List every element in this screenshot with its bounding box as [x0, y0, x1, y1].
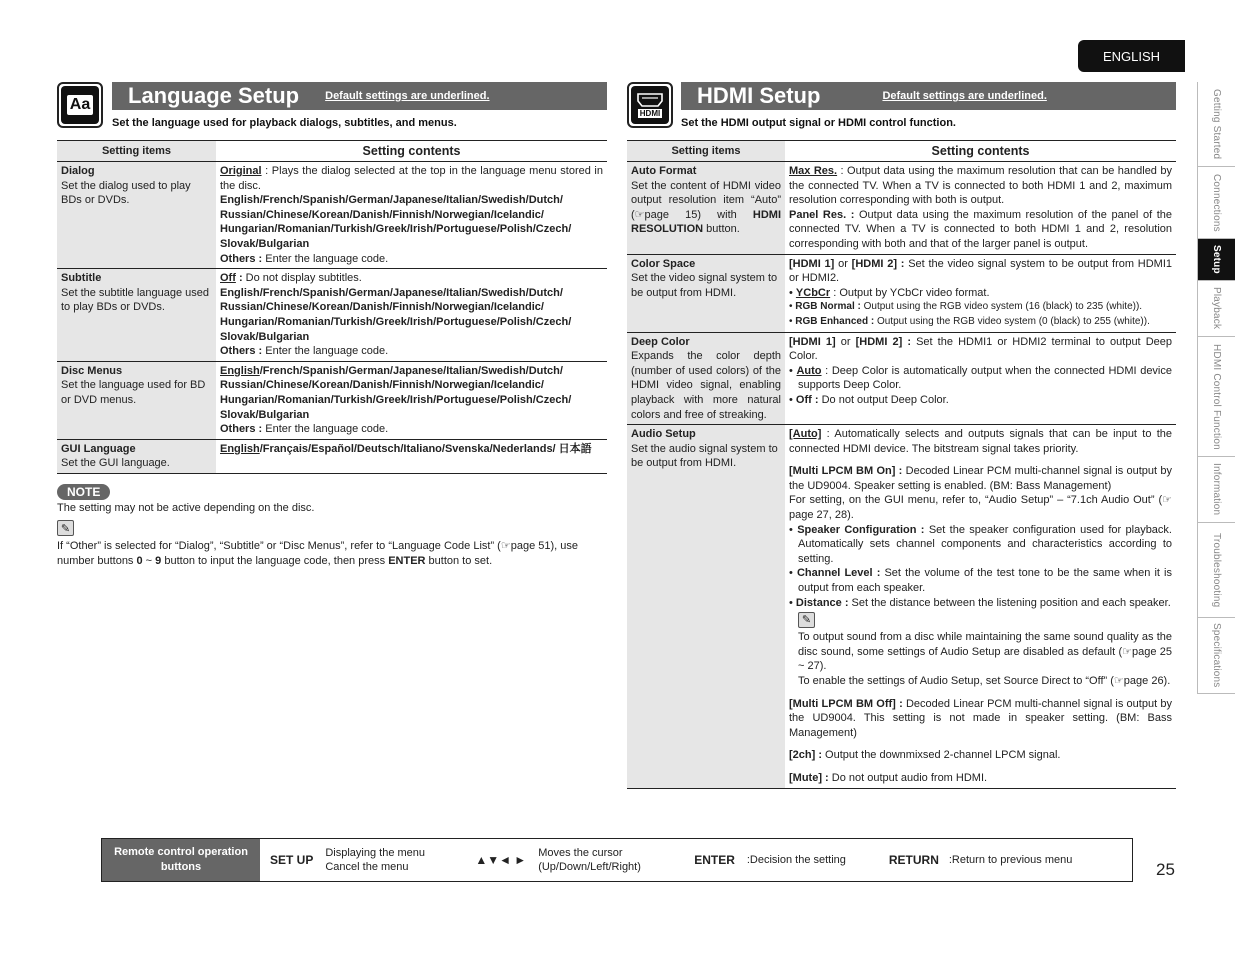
- note-text: The setting may not be active depending on the disc.: [57, 502, 315, 514]
- option-name: Panel Res. :: [789, 208, 855, 221]
- option-text: Decoded Linear PCM multi-channel signal is output by the UD9004. Speaker setting is enabled. (BM: Bass Management): [789, 465, 1172, 492]
- item-name: Disc Menus: [61, 364, 123, 377]
- hand-point-icon: ☞: [1113, 675, 1124, 687]
- tip-part: button to input the language code, then press: [161, 555, 389, 567]
- option-text: : Deep Color is automatically output when the connected HDMI device supports Deep Color.: [798, 364, 1172, 392]
- option-name: Off :: [795, 393, 819, 406]
- setup-key: SET UP: [270, 853, 314, 867]
- note-label: NOTE: [57, 484, 110, 500]
- option-name: Original: [220, 165, 262, 177]
- table-header: [57, 141, 607, 162]
- tip-key: 9: [155, 555, 162, 567]
- side-item-label: Connections: [1211, 173, 1222, 232]
- option-text: Enter the language code.: [262, 345, 389, 358]
- option-text: Set the distance between the listening position and each speaker.: [848, 596, 1171, 609]
- option-text: Set the speaker configuration used for playback. Automatically sets channel components and characteristics according to setting.: [798, 523, 1172, 565]
- side-item-troubleshooting[interactable]: [1198, 523, 1235, 618]
- option-name: Speaker Configuration :: [797, 523, 925, 536]
- option-text: Enter the language code.: [262, 423, 389, 436]
- hdmi-table: [627, 140, 1176, 789]
- tip-part: ~: [142, 555, 156, 567]
- hand-point-icon: ☞: [500, 540, 511, 552]
- item-desc: page 15) with: [644, 208, 753, 221]
- option-name: Channel Level :: [796, 567, 881, 580]
- item-desc: Set the GUI language.: [61, 457, 170, 470]
- option-text: For setting, on the GUI menu, refer to, “Audio Setup” – “7.1ch Audio Out” (: [789, 494, 1163, 507]
- item-desc: Set the video signal system to be output from HDMI.: [631, 272, 778, 299]
- desc-line: Cancel the menu: [325, 861, 409, 873]
- item-name: Deep Color: [631, 335, 690, 348]
- return-key: RETURN: [888, 853, 939, 867]
- option-text: Output using the RGB video system (16 (black) to 235 (white)).: [860, 301, 1143, 313]
- option-name: Others :: [220, 423, 263, 436]
- option-name: [HDMI 1]: [789, 257, 835, 270]
- option-text: or: [834, 257, 852, 270]
- side-item-setup[interactable]: [1198, 239, 1235, 281]
- option-name: Distance :: [795, 596, 849, 609]
- section-subtitle: Set the HDMI output signal or HDMI control function.: [681, 117, 956, 129]
- side-nav: [1197, 82, 1235, 694]
- return-desc: :Return to previous menu: [948, 854, 1073, 866]
- option-name: [HDMI 2] :: [855, 335, 911, 348]
- tip-text: To enable the settings of Audio Setup, set Source Direct to “Off” (: [798, 675, 1114, 687]
- side-item-label: Specifications: [1211, 623, 1222, 688]
- table-row-dialog: [57, 162, 607, 269]
- option-name: Others :: [220, 345, 263, 358]
- default-note: Default settings are underlined.: [882, 90, 1047, 102]
- setup-desc: [325, 846, 475, 874]
- note-badge: [57, 483, 110, 501]
- desc-line: Moves the cursor: [538, 847, 623, 859]
- option-name: [HDMI 1]: [789, 335, 836, 348]
- item-desc-key: HDMI RESOLUTION: [631, 208, 781, 236]
- option-name: RGB Enhanced :: [795, 315, 875, 327]
- page-title: HDMI Setup: [697, 83, 821, 108]
- table-row-deep-color: Deep Color Expands the color depth (number of used colors) of the HDMI video signal, enabling playback with more natural colors and free of streaking. [HDMI 1] or [HDMI 2] : Set the HDMI1 or HDMI2 terminal to output Deep Color. • Auto : Deep Color is automatically output when the connected HDMI device supports Deep Color. • Off : Do not output Deep Color.: [627, 333, 1176, 426]
- pencil-icon: ✎: [798, 612, 815, 628]
- option-text: or: [835, 335, 856, 348]
- table-row-color-space: Color Space Set the video signal system to be output from HDMI. [HDMI 1] or [HDMI 2] : Set the video signal system to be output from HDMI1 or HDMI2. • YCbCr : Output by YCbCr video format. • RGB Normal : Output using the RGB video system (16 (black) to 235 (white)). • RGB Enhanced : Output using the RGB video system (0 (black) to 255 (white)).: [627, 255, 1176, 333]
- side-item-label: Getting Started: [1211, 88, 1222, 160]
- language-list: /Français/Español/Deutsch/Italiano/Svenska/Nederlands/ 日本語: [259, 442, 592, 455]
- option-name: [Auto]: [789, 428, 822, 441]
- option-text: : Output by YCbCr video format.: [830, 286, 990, 299]
- pencil-icon: ✎: [57, 518, 74, 538]
- hdmi-title-bar: [681, 82, 1176, 110]
- side-item-label: HDMI Control Function: [1211, 343, 1222, 450]
- option-text: Do not display subtitles.: [242, 272, 362, 285]
- option-text: Decoded Linear PCM multi-channel signal is output by the UD9004. This setting is not made in speaker setting. (BM: Bass Management): [789, 697, 1172, 739]
- option-name: [Multi LPCM BM On] :: [789, 465, 903, 478]
- remote-control-bar: [101, 838, 1133, 882]
- enter-desc: :Decision the setting: [746, 854, 846, 866]
- option-text: Set the HDMI1 or HDMI2 terminal to output Deep Color.: [789, 335, 1172, 363]
- table-row-audio-setup: Audio Setup Set the audio signal system to be output from HDMI. [Auto] : Automatically selects and outputs signals that can be input to the connected HDMI device. The bitstream signal takes priority. [Multi LPCM BM On] : Decoded Linear PCM multi-channel signal is output by the UD9004. Speaker setting is enabled. (BM: Bass Management) For setting, on the GUI menu, refer to, “Audio Setup” – “7.1ch Audio Out” (☞page 27, 28). • Speaker Configuration : Set the speaker configuration used for playback. Automatically sets channel components and characteristics according to setting. • Channel Level : Set the volume of the test tone to be the same when it is output from each speaker. • Distance : Set the distance between the listening position and each speaker. ✎ To output sound from a disc while maintaining the same sound quality as the disc sound, some settings of Audio Setup are disabled as default (☞page 25 ~ 27). To enable the settings of Audio Setup, set Source Direct to “Off” (☞page 26). [Multi LPCM BM Off] : Decoded Linear PCM multi-channel signal is output by the UD9004. This setting is not made in speaker setting. (BM: Bass Management) [2ch] : Output the downmixsed 2-channel LPCM signal. [Mute] : Do not output audio from HDMI.: [627, 425, 1176, 787]
- option-name: [Mute] :: [789, 771, 829, 784]
- table-row-subtitle: Subtitle Set the subtitle language used to play BDs or DVDs. Off : Do not display subtitles. English/French/Spanish/German/Japanese/Italian/Swedish/Dutch/ Russian/Chinese/Korean/Danish/Finnish/Norwegian/Icelandic/ Hungarian/Romanian/Turkish/Greek/Irish/Portuguese/Polish/Czech/ Slovak/Bulgarian Others : Enter the language code.: [57, 269, 607, 362]
- tip-text: page 25 ~ 27).: [798, 645, 1172, 673]
- item-name: Subtitle: [61, 272, 102, 285]
- hand-point-icon: ☞: [1122, 645, 1132, 658]
- item-desc: Set the subtitle language used to play BDs or DVDs.: [61, 286, 210, 314]
- item-name: GUI Language: [61, 442, 136, 455]
- enter-key: ENTER: [694, 853, 735, 867]
- side-item-connections[interactable]: [1198, 167, 1235, 239]
- hand-point-icon: ☞: [1162, 494, 1172, 507]
- language-list: English/French/Spanish/German/Japanese/Italian/Swedish/Dutch/ Russian/Chinese/Korean/Danish/Finnish/Norwegian/Icelandic/ Hungarian/Romanian/Turkish/Greek/Irish/Portuguese/Polish/Czech/ Slovak/Bulgarian: [220, 194, 572, 250]
- hdmi-icon: [627, 82, 673, 128]
- option-text: : Output data using the maximum resolution that can be handled by the connected TV. When a TV is connected to both HDMI 1 and 2, maximum resolution corresponding with both is output.: [789, 165, 1172, 207]
- option-name: Auto: [796, 364, 822, 377]
- option-text: page 27, 28).: [789, 509, 854, 522]
- item-desc: Set the language used for BD or DVD menus.: [61, 379, 206, 406]
- item-name: Dialog: [61, 165, 95, 177]
- item-name: Audio Setup: [631, 428, 696, 441]
- option-name: RGB Normal :: [795, 301, 861, 313]
- option-name: [HDMI 2] :: [851, 257, 905, 270]
- item-name: Auto Format: [631, 165, 697, 177]
- column-header: Setting contents: [362, 143, 461, 158]
- tip-part: If “Other” is selected for “Dialog”, “Subtitle” or “Disc Menus”, refer to “Language Code List” (: [57, 540, 501, 552]
- language-tab-label: ENGLISH: [1102, 48, 1161, 64]
- section-subtitle: Set the language used for playback dialogs, subtitles, and menus.: [112, 117, 457, 129]
- side-item-specifications[interactable]: [1198, 618, 1235, 694]
- remote-control-label: Remote control operation buttons: [102, 839, 260, 881]
- option-name: Others :: [220, 252, 263, 265]
- option-text: Do not output Deep Color.: [818, 393, 949, 406]
- item-desc: Set the audio signal system to be output from HDMI.: [631, 442, 778, 470]
- language-title-bar: [112, 82, 607, 110]
- tip-key: ENTER: [388, 555, 426, 567]
- page-title: Language Setup: [128, 83, 300, 108]
- column-header: Setting items: [627, 141, 785, 161]
- language-icon: [57, 82, 103, 128]
- tip-part: page 51), use number buttons: [57, 540, 578, 567]
- option-name: [Multi LPCM BM Off] :: [789, 697, 903, 710]
- item-desc: button.: [703, 223, 740, 236]
- language-list: /French/Spanish/German/Japanese/Italian/Swedish/Dutch/ Russian/Chinese/Korean/Danish/Finnish/Norwegian/Icelandic/ Hungarian/Romanian/Turkish/Greek/Irish/Portuguese/Polish/Czech/ Slovak/Bulgarian: [220, 364, 572, 421]
- tip-text: page 26).: [1123, 675, 1171, 687]
- tip-key: 0: [136, 555, 143, 567]
- option-text: Output using the RGB video system (0 (black) to 255 (white)).: [874, 315, 1150, 327]
- side-item-information[interactable]: [1198, 457, 1235, 523]
- option-name: [2ch] :: [789, 749, 822, 762]
- option-text: : Automatically selects and outputs signals that can be input to the connected HDMI device. The bitstream signal takes priority.: [789, 428, 1172, 455]
- page-number: 25: [1156, 860, 1175, 879]
- desc-line: (Up/Down/Left/Right): [538, 861, 641, 873]
- option-text: Output the downmixsed 2-channel LPCM signal.: [822, 749, 1061, 762]
- option-text: : Plays the dialog selected at the top in the language menu stored in the disc.: [220, 165, 603, 192]
- language-icon-text: Aa: [67, 95, 93, 115]
- side-item-playback[interactable]: [1198, 281, 1235, 337]
- language-list: English/French/Spanish/German/Japanese/Italian/Swedish/Dutch/ Russian/Chinese/Korean/Danish/Finnish/Norwegian/Icelandic/ Hungarian/Romanian/Turkish/Greek/Irish/Portuguese/Polish/Czech/ Slovak/Bulgarian: [220, 286, 572, 343]
- hand-point-icon: ☞: [634, 208, 645, 221]
- tip-part: button to set.: [425, 555, 493, 567]
- item-desc: Expands the color depth (number of used colors) of the HDMI video signal, enabling playback with more natural colors and free of streaking.: [631, 350, 781, 421]
- option-text: Set the video signal system to be output from HDMI1 or HDMI2.: [789, 257, 1173, 285]
- language-tab: [1078, 40, 1185, 72]
- side-item-label: Setup: [1211, 245, 1222, 274]
- option-name: YCbCr: [795, 286, 831, 299]
- arrow-keys: ▲▼◄ ►: [475, 853, 527, 867]
- table-row-disc-menus: [57, 362, 607, 440]
- option-name: Off: [220, 272, 236, 285]
- table-row-gui-language: [57, 440, 607, 473]
- side-item-getting-started[interactable]: [1198, 82, 1235, 167]
- option-name: Max Res.: [789, 165, 838, 177]
- option-text: Enter the language code.: [262, 252, 389, 265]
- side-item-label: Troubleshooting: [1211, 532, 1222, 608]
- item-desc: Set the dialog used to play BDs or DVDs.: [61, 179, 191, 207]
- side-item-label: Information: [1211, 463, 1222, 516]
- desc-line: Displaying the menu: [325, 847, 426, 859]
- column-header: Setting items: [57, 141, 216, 161]
- option-name: English: [220, 442, 260, 455]
- option-text: Output data using the maximum resolution of the panel of the connected TV. When a TV is connected to both HDMI 1 and 2, resolution corresponding with both and that of the larger panel is output.: [789, 208, 1172, 250]
- option-text: Set the volume of the test tone to be the same when it is output from each speaker.: [798, 567, 1172, 595]
- hdmi-connector-icon: [637, 93, 663, 107]
- item-name: Color Space: [631, 257, 696, 270]
- table-row-auto-format: [627, 162, 1176, 255]
- arrows-desc: [538, 846, 688, 874]
- tip-text: To output sound from a disc while maintaining the same sound quality as the disc sound, some settings of Audio Setup are disabled as default (: [798, 631, 1172, 658]
- default-note: Default settings are underlined.: [325, 90, 490, 102]
- language-table: [57, 140, 607, 474]
- side-item-label: Playback: [1211, 287, 1222, 330]
- tip-text: [57, 539, 607, 569]
- column-header: Setting contents: [931, 143, 1030, 158]
- side-item-hdmi-control[interactable]: [1198, 337, 1235, 457]
- option-name: English: [220, 364, 260, 377]
- table-header: [627, 141, 1176, 162]
- item-desc: Set the content of HDMI video output resolution item “Auto” (: [631, 179, 781, 221]
- hdmi-icon-text: HDMI: [639, 108, 661, 118]
- option-text: Do not output audio from HDMI.: [828, 771, 988, 784]
